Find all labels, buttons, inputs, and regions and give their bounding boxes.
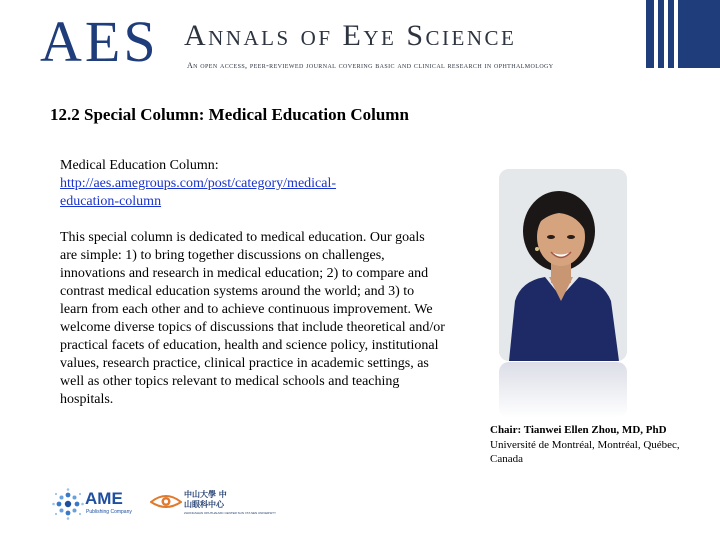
header-stripes-decoration <box>646 0 720 68</box>
column-description: This special column is dedicated to medical education. Our goals are simple: 1) to bring together discussions on challenges, innovations and research in medical education; 2) to compare and contrast medical education systems around the world; and 3) to learn from each other and to achieve continuous improvement. We welcome diverse topics of discussions that include theoretical and/or practical facets of education, health and science policy, institutional values, research practice, clinical practice in academic settings, as well as other topics relevant to medical schools and teaching hospitals. <box>60 230 445 407</box>
sysu-logo <box>150 490 277 520</box>
journal-title: Annals of Eye Science <box>184 19 517 52</box>
person-portrait-icon <box>499 169 627 361</box>
aes-logo: AES <box>40 9 159 74</box>
ame-dots-icon <box>52 488 84 520</box>
column-link-line2: education-column <box>60 194 162 209</box>
eye-emblem-icon <box>150 490 182 512</box>
column-label: Medical Education Column: <box>60 158 219 173</box>
ame-logo-text: AME <box>85 489 123 508</box>
slide-headline: 12.2 Special Column: Medical Education Column <box>50 105 409 124</box>
chair-name: Chair: Tianwei Ellen Zhou, MD, PhD <box>490 424 667 436</box>
sysu-logo-chinese: 中山大學 中山眼科中心 <box>184 490 227 509</box>
journal-tagline: An open access, peer-reviewed journal covering basic and clinical research in ophthalmology <box>187 61 554 70</box>
chair-affiliation: Université de Montréal, Montréal, Québec, Canada <box>490 439 680 465</box>
ame-logo <box>52 488 132 520</box>
column-link-line1: http://aes.amegroups.com/post/category/medical- <box>60 176 337 191</box>
ame-logo-sub: Publishing Company <box>86 509 132 515</box>
column-description-block <box>60 157 445 409</box>
photo-reflection <box>499 362 627 418</box>
column-link[interactable] <box>60 175 445 211</box>
sysu-logo-english: ZHONGSHAN OPHTHALMIC CENTER SUN YAT-SEN UNIVERSITY <box>184 511 277 515</box>
chair-photo <box>499 169 627 361</box>
